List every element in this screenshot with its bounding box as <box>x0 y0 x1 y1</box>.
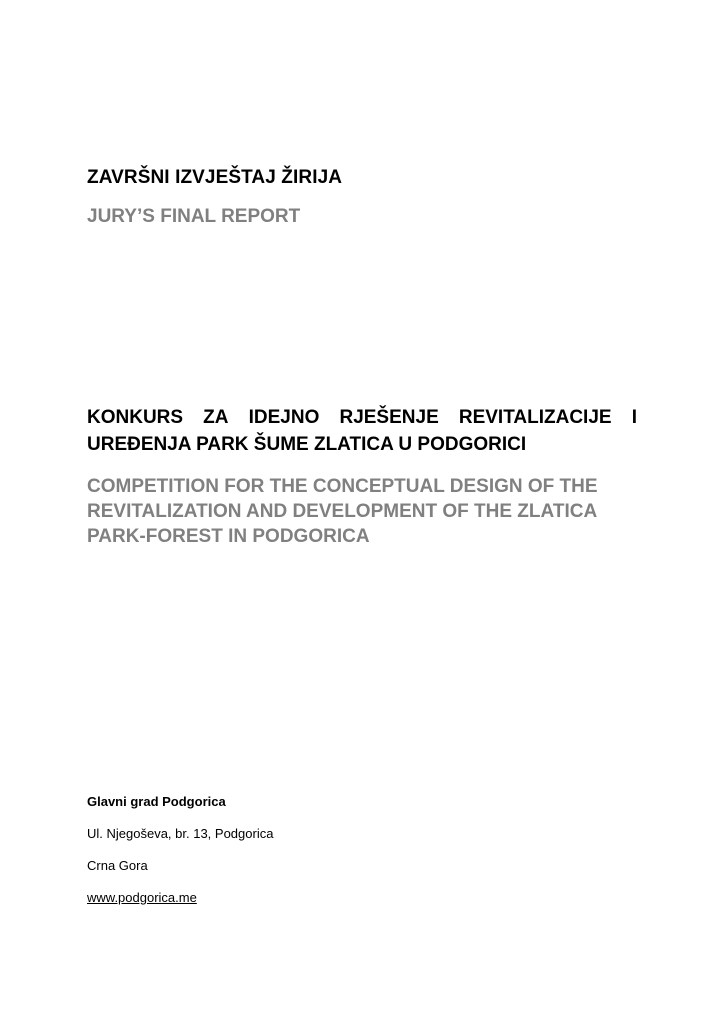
competition-title-english <box>87 474 647 549</box>
competition-title-serbian <box>87 404 637 458</box>
title-word: I <box>631 407 637 428</box>
competition-title-english-line-3: PARK-FOREST IN PODGORICA <box>87 526 370 547</box>
title-word: RJEŠENJE <box>339 407 439 428</box>
competition-title-english-line-2: REVITALIZATION AND DEVELOPMENT OF THE ZLATICA <box>87 501 598 522</box>
country-name: Crna Gora <box>87 858 148 873</box>
competition-title-serbian-line-2: UREĐENJA PARK ŠUME ZLATICA U PODGORICI <box>87 434 527 455</box>
title-word: IDEJNO <box>248 407 320 428</box>
report-title-english: JURY’S FINAL REPORT <box>87 206 301 227</box>
website-link[interactable]: www.podgorica.me <box>87 890 197 905</box>
competition-title-serbian-line-1 <box>87 404 637 431</box>
title-word: ZA <box>203 407 229 428</box>
organization-name: Glavni grad Podgorica <box>87 794 226 809</box>
street-address: Ul. Njegoševa, br. 13, Podgorica <box>87 826 274 841</box>
title-word: REVITALIZACIJE <box>458 407 612 428</box>
competition-title-english-line-1: COMPETITION FOR THE CONCEPTUAL DESIGN OF THE <box>87 476 598 497</box>
report-title-serbian: ZAVRŠNI IZVJEŠTAJ ŽIRIJA <box>87 167 343 188</box>
title-word: KONKURS <box>87 407 184 428</box>
